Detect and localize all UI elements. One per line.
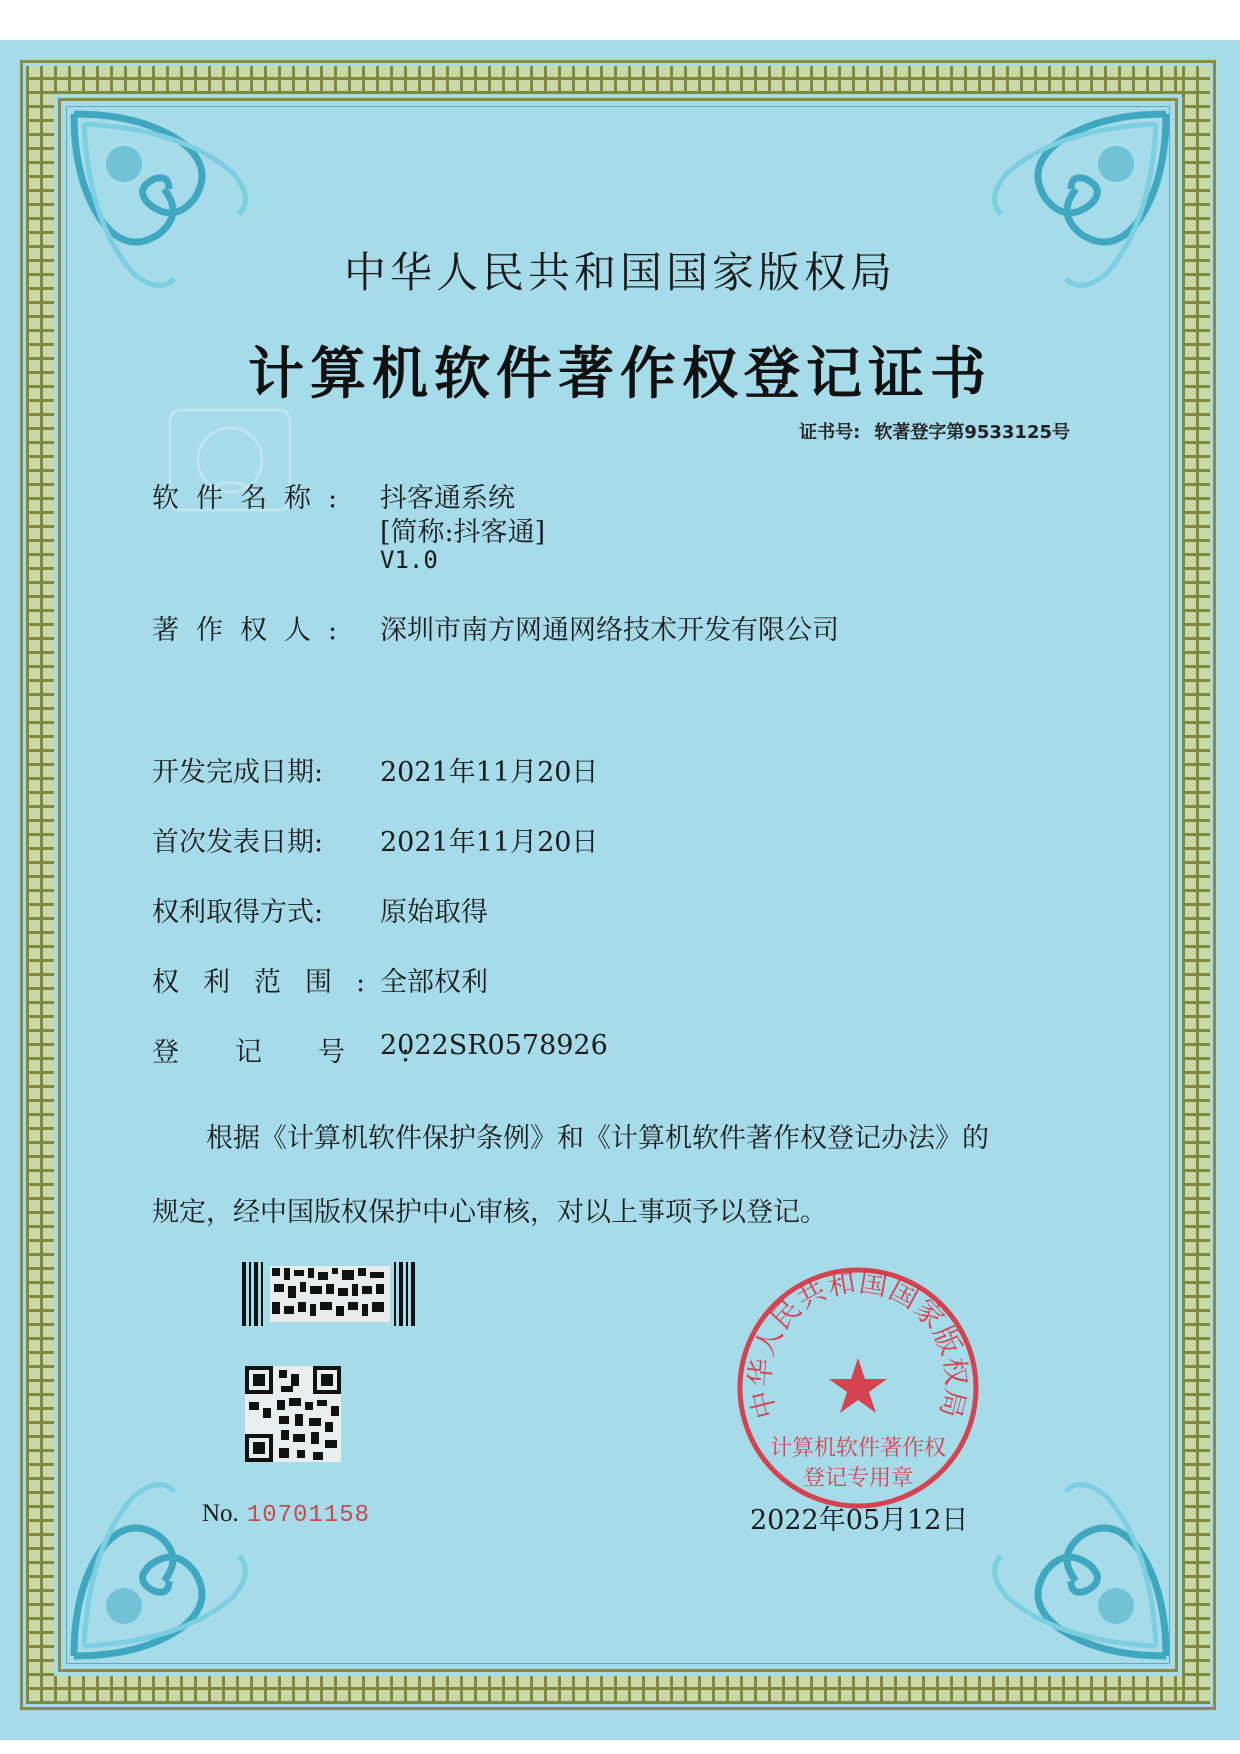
issuing-authority: 中华人民共和国国家版权局 [343, 248, 896, 297]
certificate-number [785, 418, 1070, 444]
statement-line-1: 根据《计算机软件保护条例》和《计算机软件著作权登记办法》的 [206, 1123, 989, 1154]
barcode-image [242, 1262, 418, 1326]
dev-date-value: 2021年11月20日 [380, 757, 599, 788]
rights-method-value: 原始取得 [380, 897, 488, 928]
software-abbrev-value: [简称:抖客通] [380, 517, 546, 548]
corner-ornament-bottom-left [64, 1456, 274, 1666]
certificate-number-value: 软著登字第9533125号 [874, 422, 1070, 443]
serial-label: No. [202, 1500, 239, 1527]
field-label: 开发完成日期: [152, 757, 324, 788]
serial-value: 10701158 [246, 1502, 371, 1529]
meander-border-left [26, 66, 54, 1704]
field-label: 首次发表日期: [152, 827, 324, 858]
certificate-number-label: 证书号: [799, 422, 861, 443]
qr-code-image [245, 1366, 341, 1462]
seal-ring-text: 中华人民共和国国家版权局 [743, 1265, 973, 1422]
software-name-value: 抖客通系统 [380, 483, 515, 514]
meander-border-bottom [26, 1676, 1210, 1704]
official-seal [733, 1263, 983, 1513]
meander-border-top [26, 66, 1210, 94]
meander-border-right [1182, 66, 1210, 1704]
corner-ornament-bottom-right [966, 1456, 1176, 1666]
field-label: 软件名称: [152, 483, 355, 514]
certificate-title: 计算机软件著作权登记证书 [248, 341, 992, 407]
field-label: 权利范围: [152, 967, 390, 998]
issue-date: 2022年05月12日 [750, 1505, 969, 1536]
serial-number [202, 1500, 370, 1529]
reg-no-value: 2022SR0578926 [380, 1030, 608, 1061]
software-version-value: V1.0 [380, 546, 438, 574]
rights-scope-value: 全部权利 [380, 967, 488, 998]
field-label: 权利取得方式: [152, 897, 324, 928]
owner-value: 深圳市南方网通网络技术开发有限公司 [380, 615, 839, 646]
statement-line-2: 规定，经中国版权保护中心审核，对以上事项予以登记。 [152, 1197, 827, 1228]
field-label: 登记号: [152, 1037, 467, 1068]
seal-inner-line-1: 计算机软件著作权 [769, 1436, 947, 1461]
pub-date-value: 2021年11月20日 [380, 827, 599, 858]
field-label: 著作权人: [152, 615, 355, 646]
seal-inner-line-2: 登记专用章 [802, 1466, 914, 1491]
